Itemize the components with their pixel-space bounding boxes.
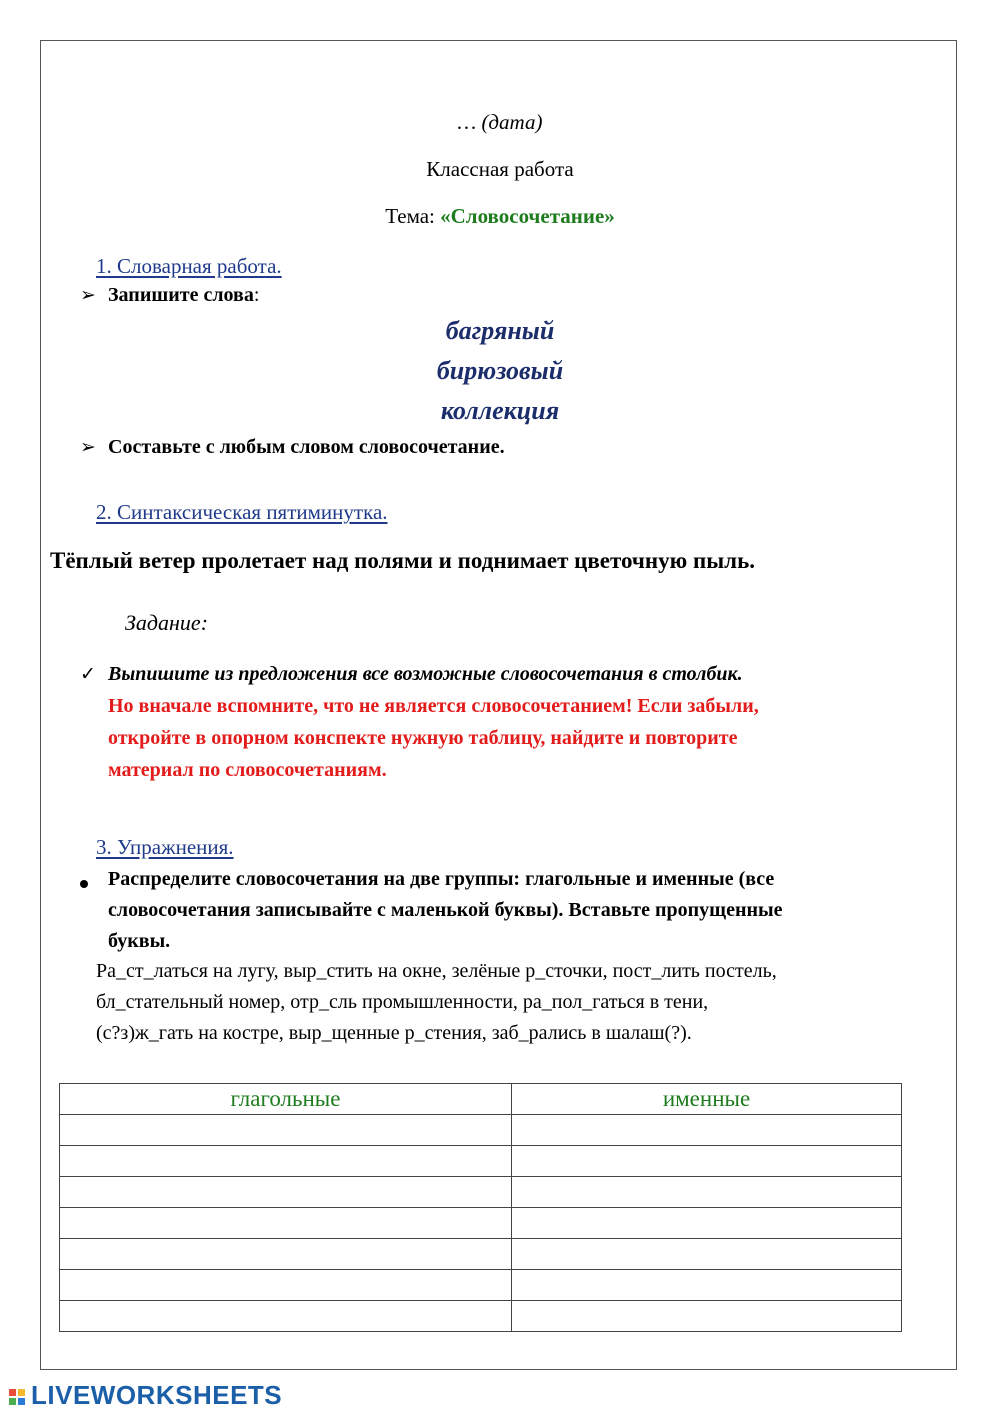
warning-line-3: материал по словосочетаниям. (108, 759, 387, 781)
answer-row (60, 1239, 902, 1270)
checkmark-icon: ✓ (80, 664, 96, 685)
instruction-colon: : (253, 284, 260, 306)
task-instruction (80, 663, 743, 686)
topic-title: «Словосочетание» (440, 204, 615, 228)
answer-row (60, 1270, 902, 1301)
warning-line-1: Но вначале вспомните, что не является словосочетанием! Если забыли, (108, 695, 759, 717)
vocab-word-2: бирюзовый (436, 356, 564, 385)
vocab-word-3: коллекция (440, 396, 560, 425)
task-label: Задание: (125, 610, 209, 635)
task-instruction-text: Выпишите из предложения все возможные словосочетания в столбик. (108, 663, 743, 685)
answer-cell-nominal[interactable] (512, 1177, 902, 1208)
answer-cell-nominal[interactable] (512, 1301, 902, 1332)
instruction-make-phrase-text: Составьте с любым словом словосочетание. (108, 436, 505, 458)
answer-row (60, 1301, 902, 1332)
section-2-title: 2. Синтаксическая пятиминутка. (96, 500, 388, 524)
topic-prefix: Тема: (385, 204, 441, 228)
answer-cell-verbal[interactable] (60, 1301, 512, 1332)
topic-line (0, 204, 1000, 229)
logo-grid-icon (8, 1388, 28, 1406)
answer-cell-nominal[interactable] (512, 1270, 902, 1301)
warning-line-2: откройте в опорном конспекте нужную таблицу, найдите и повторите (108, 727, 738, 749)
answer-cell-verbal[interactable] (60, 1239, 512, 1270)
instruction-write-words-text: Запишите слова (108, 284, 254, 306)
answer-cell-verbal[interactable] (60, 1208, 512, 1239)
phrases-line-3: (с?з)ж_гать на костре, выр_щенные р_стения, заб_рались в шалаш(?). (96, 1022, 692, 1044)
syntax-sentence: Тёплый ветер пролетает над полями и поднимает цветочную пыль. (50, 548, 755, 573)
date-line: … (дата) (457, 110, 543, 134)
exercise-instruction-line-1: Распределите словосочетания на две группы: глагольные и именные (все (108, 868, 775, 890)
instruction-write-words (80, 284, 259, 307)
column-header-verbal: глагольные (60, 1084, 512, 1115)
answer-cell-nominal[interactable] (512, 1239, 902, 1270)
answer-row (60, 1177, 902, 1208)
arrow-bullet-icon: ➢ (80, 437, 96, 458)
answer-row (60, 1146, 902, 1177)
section-1-title: 1. Словарная работа. (96, 254, 282, 278)
instruction-make-phrase (80, 436, 505, 459)
answer-cell-verbal[interactable] (60, 1146, 512, 1177)
vocab-word-1: багряный (445, 316, 555, 345)
phrases-line-2: бл_стательный номер, отр_сль промышленности, ра_пол_гаться в тени, (96, 991, 709, 1013)
bullet-dot-icon (80, 880, 88, 888)
answer-cell-nominal[interactable] (512, 1146, 902, 1177)
answer-cell-verbal[interactable] (60, 1270, 512, 1301)
answer-cell-verbal[interactable] (60, 1115, 512, 1146)
logo-text: LIVEWORKSHEETS (31, 1380, 283, 1410)
column-header-nominal: именные (512, 1084, 902, 1115)
exercise-instruction-line-2: словосочетания записывайте с маленькой буквы). Вставьте пропущенные (108, 899, 783, 921)
answer-cell-verbal[interactable] (60, 1177, 512, 1208)
exercise-instruction-line-3: буквы. (108, 930, 171, 952)
classwork-title: Классная работа (426, 157, 574, 181)
arrow-bullet-icon: ➢ (80, 285, 96, 306)
answer-rows (60, 1115, 902, 1332)
answer-row (60, 1115, 902, 1146)
answer-cell-nominal[interactable] (512, 1208, 902, 1239)
answer-row (60, 1208, 902, 1239)
liveworksheets-logo (8, 1380, 282, 1411)
section-3-title: 3. Упражнения. (96, 835, 234, 859)
answer-cell-nominal[interactable] (512, 1115, 902, 1146)
phrases-line-1: Ра_ст_латься на лугу, выр_стить на окне, зелёные р_сточки, пост_лить постель, (96, 960, 777, 982)
answer-table (59, 1083, 902, 1332)
